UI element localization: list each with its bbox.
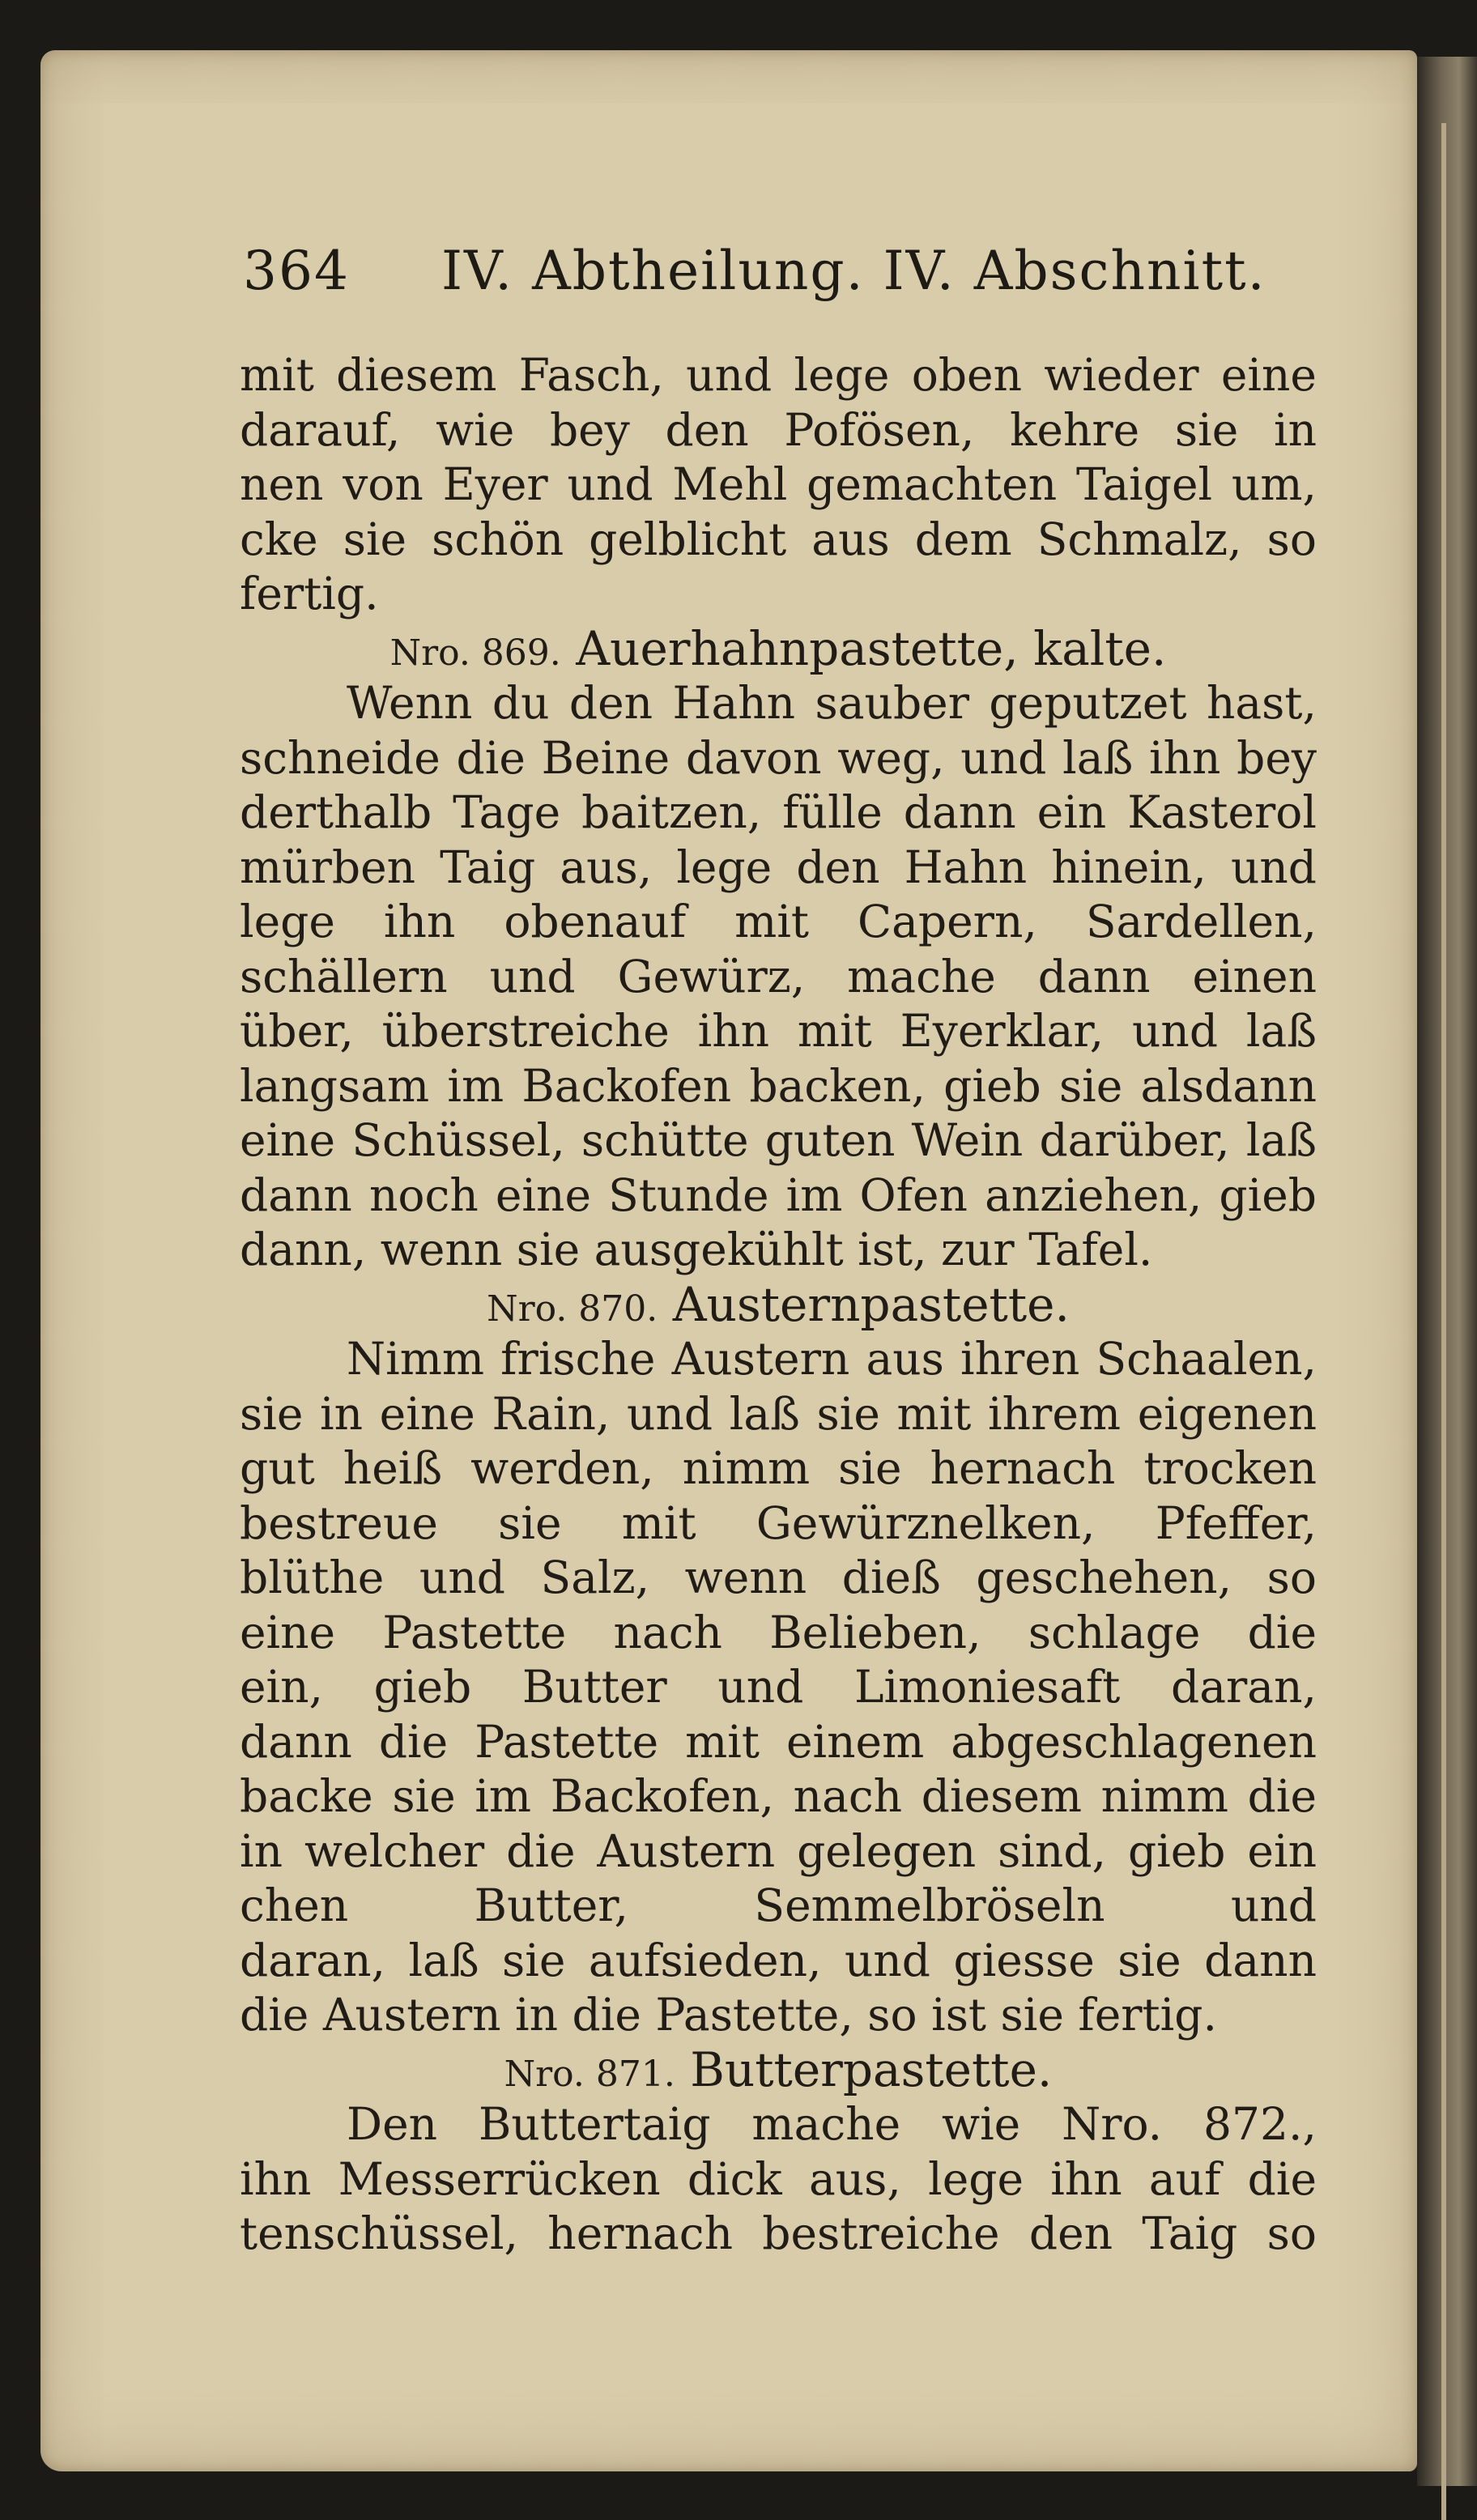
text-line: mürben Taig aus, lege den Hahn hinein, und [240, 841, 1317, 893]
recipe-number: Nro. 869. [389, 632, 561, 674]
text-line: lege ihn obenauf mit Capern, Sardellen, [240, 896, 1317, 947]
text-line: tenschüssel, hernach bestreiche den Taig so [240, 2207, 1317, 2259]
text-line: die Austern in die Pastette, so ist sie fertig. [240, 1989, 1217, 2041]
text-line: langsam im Backofen backen, gieb sie alsdann [240, 1059, 1317, 1112]
text-line: cke sie schön gelblicht aus dem Schmalz, so [240, 513, 1317, 565]
text-line: sie in eine Rain, und laß sie mit ihrem eigenen [240, 1387, 1317, 1440]
text-line: daran, laß sie aufsieden, und giesse sie dann [240, 1934, 1317, 1986]
recipe-title: Austernpastette. [672, 1276, 1070, 1332]
text-line: chen Butter, Semmelbröseln und [240, 1879, 1317, 1931]
text-line: Den Buttertaig mache wie Nro. 872., [347, 2098, 1317, 2150]
text-line: bestreue sie mit Gewürznelken, Pfeffer, [240, 1496, 1317, 1549]
page-edge-shadow [1441, 123, 1446, 2520]
text-line: nen von Eyer und Mehl gemachten Taigel um, [240, 458, 1317, 510]
text-line: mit diesem Fasch, und lege oben wieder eine [240, 349, 1317, 401]
page-number: 364 [243, 240, 350, 302]
text-line: ihn Messerrücken dick aus, lege ihn auf die [240, 2152, 1317, 2205]
text-line: schneide die Beine davon weg, und laß ihn bey [240, 731, 1317, 784]
text-line: dann die Pastette mit einem abgeschlagenen [240, 1715, 1317, 1768]
text-line: darauf, wie bey den Pofösen, kehre sie in [240, 403, 1317, 456]
text-line: Nimm frische Austern aus ihren Schaalen, [347, 1333, 1317, 1385]
text-line: über, überstreiche ihn mit Eyerklar, und laß [240, 1005, 1317, 1057]
adjacent-page-edge [1417, 57, 1477, 2486]
text-line: in welcher die Austern gelegen sind, gieb ein [240, 1824, 1317, 1877]
recipe-title: Auerhahnpastette, kalte. [576, 620, 1167, 676]
text-line: blüthe und Salz, wenn dieß geschehen, so [240, 1552, 1317, 1603]
text-line: derthalb Tage baitzen, fülle dann ein Kasterol [240, 786, 1317, 838]
text-line: fertig. [240, 568, 379, 619]
recipe-heading [240, 622, 1317, 677]
recipe-number: Nro. 871. [504, 2053, 675, 2095]
text-line: schällern und Gewürz, mache dann einen [240, 950, 1317, 1002]
text-line: Wenn du den Hahn sauber geputzet hast, [347, 677, 1317, 729]
text-line: dann, wenn sie ausgekühlt ist, zur Tafel. [240, 1224, 1153, 1275]
section-title: IV. Abtheilung. IV. Abschnitt. [441, 240, 1266, 302]
text-line: eine Pastette nach Belieben, schlage die [240, 1606, 1317, 1658]
body-text [240, 348, 1317, 2262]
recipe-title: Butterpastette. [690, 2041, 1053, 2097]
recipe-heading [240, 2043, 1317, 2098]
text-line: eine Schüssel, schütte guten Wein darüber, laß [240, 1114, 1317, 1166]
text-line: dann noch eine Stunde im Ofen anziehen, gieb [240, 1168, 1317, 1221]
recipe-number: Nro. 870. [487, 1288, 658, 1330]
text-line: ein, gieb Butter und Limoniesaft daran, [240, 1661, 1317, 1713]
text-line: gut heiß werden, nimm sie hernach trocken [240, 1442, 1317, 1494]
text-line: backe sie im Backofen, nach diesem nimm die [240, 1770, 1317, 1822]
running-header [243, 240, 1266, 302]
recipe-heading [240, 1278, 1317, 1333]
